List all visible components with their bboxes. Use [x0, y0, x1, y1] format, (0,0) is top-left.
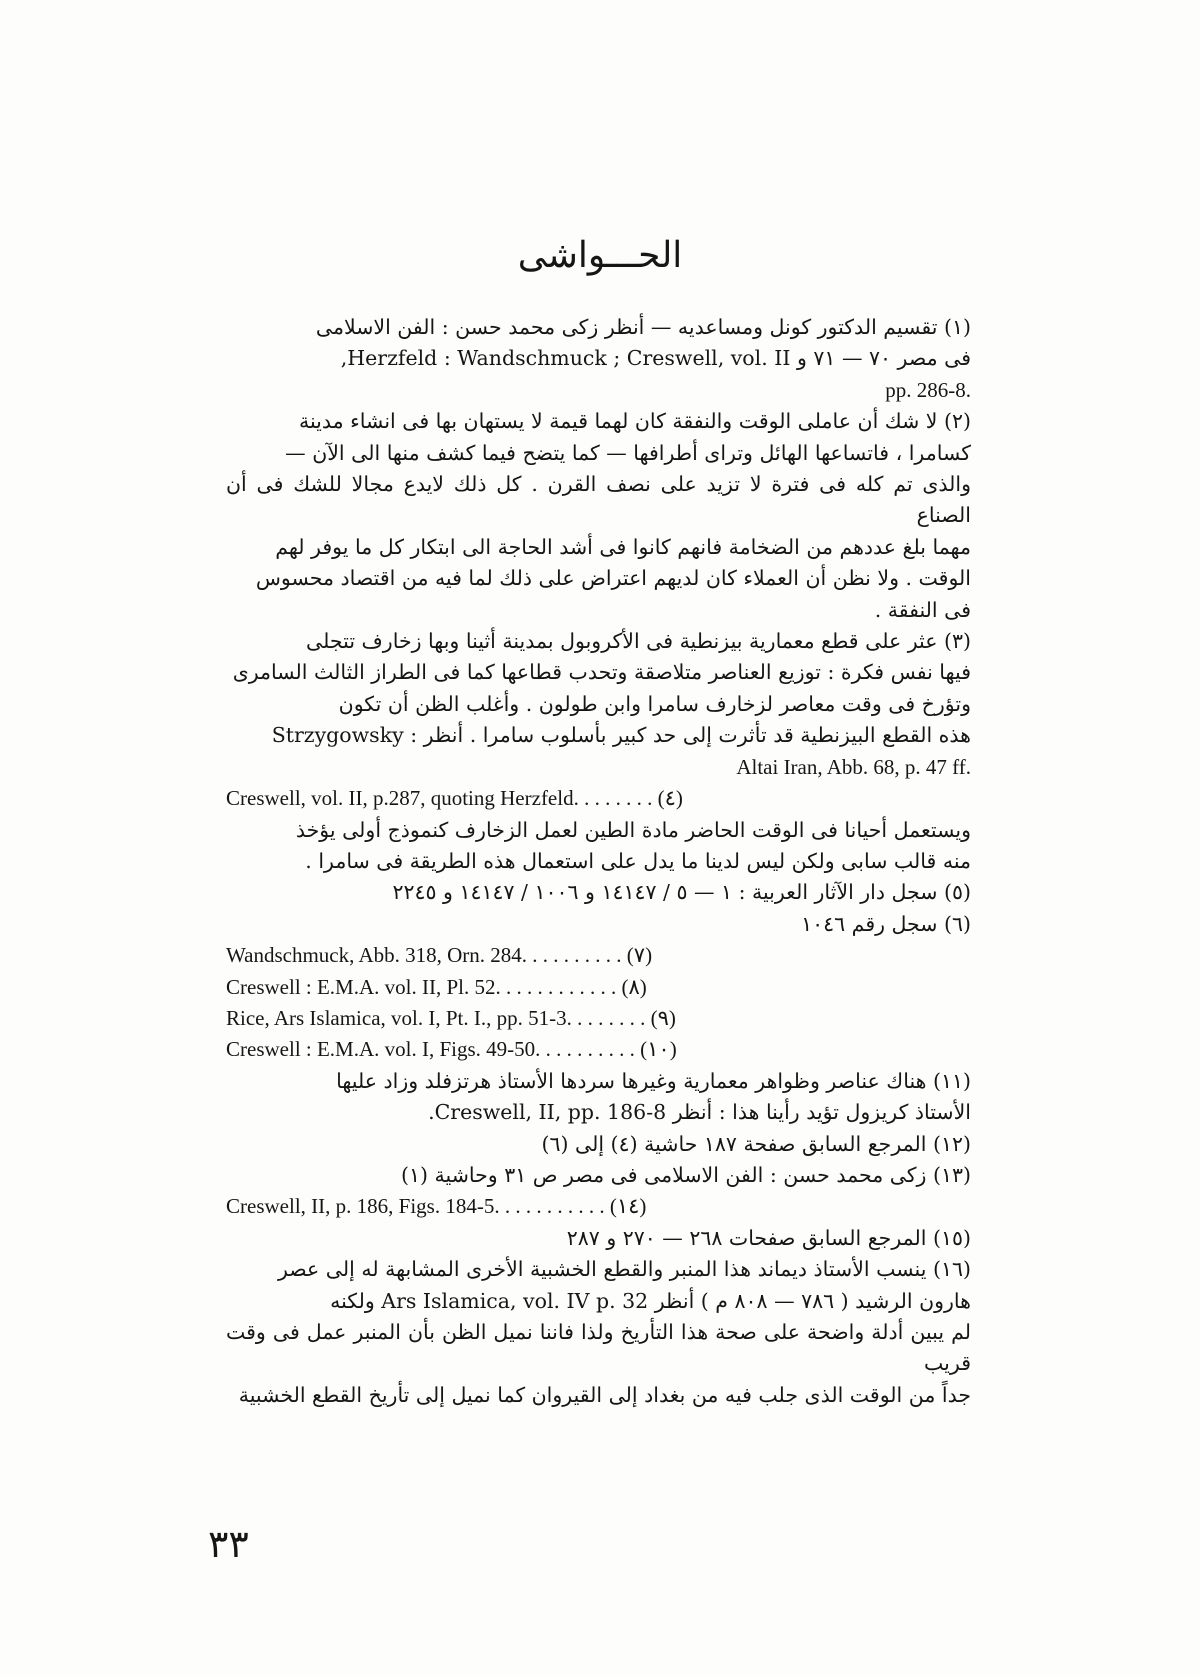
page-number: ٣٣ — [208, 1522, 249, 1566]
footnote-line: (١١) هناك عناصر وظواهر معمارية وغيرها سردها الأستاذ هرتزفلد وزاد عليها — [336, 1068, 971, 1093]
footnote-n11 — [226, 1066, 971, 1129]
footnote-line: Creswell : E.M.A. vol. II, Pl. 52. . . . . . . . . . . . (٨) — [226, 974, 647, 999]
footnote-line: فيها نفس فكرة : توزيع العناصر متلاصقة وتحدب قطاعها كما فى الطراز الثالث السامرى — [232, 660, 971, 685]
footnote-line: (٢) لا شك أن عاملى الوقت والنفقة كان لهما قيمة لا يستهان بها فى انشاء مدينة — [299, 409, 971, 434]
footnote-n15 — [226, 1223, 971, 1254]
footnote-line: (١٥) المرجع السابق صفحات ٢٦٨ — ٢٧٠ و ٢٨٧ — [566, 1225, 971, 1250]
footnote-n6 — [226, 909, 971, 940]
footnote-line: مهما بلغ عددهم من الضخامة فانهم كانوا فى أشد الحاجة الى ابتكار كل ما يوفر لهم — [275, 534, 971, 559]
footnote-line: (٦) سجل رقم ١٠٤٦ — [801, 911, 971, 936]
footnote-line: (١٢) المرجع السابق صفحة ١٨٧ حاشية (٤) إلى (٦) — [541, 1131, 971, 1156]
footnote-line: الأستاذ كريزول تؤيد رأينا هذا : أنظر Creswell, II, pp. 186-8. — [428, 1100, 971, 1125]
footnote-n7 — [226, 940, 971, 971]
footnote-line: (٥) سجل دار الآثار العربية : ١ — ٥ / ١٤١٤٧ و ١٠٠٦ / ١٤١٤٧ و ٢٢٤٥ — [392, 880, 971, 905]
footnote-line: Wandschmuck, Abb. 318, Orn. 284. . . . . . . . . . (٧) — [226, 943, 653, 968]
footnote-n14 — [226, 1191, 971, 1222]
footnote-n4 — [226, 783, 971, 877]
footnote-line: فى مصر ٧٠ — ٧١ و Herzfeld : Wandschmuck ; Creswell, vol. II, — [340, 346, 971, 371]
footnote-line: Creswell, II, p. 186, Figs. 184-5. . . . . . . . . . . (١٤) — [226, 1194, 647, 1219]
footnote-line: هذه القطع البيزنطية قد تأثرت إلى حد كبير بأسلوب سامرا . أنظر : Strzygowsky — [271, 723, 971, 748]
footnote-line: والذى تم كله فى فترة لا تزيد على نصف القرن . كل ذلك لايدع مجالا للشك فى أن الصناع — [226, 472, 971, 528]
footnote-line: هارون الرشيد ( ٧٨٦ — ٨٠٨ م ) أنظر Ars Islamica, vol. IV p. 32 ولكنه — [330, 1288, 971, 1313]
footnote-line: لم يبين أدلة واضحة على صحة هذا التأريخ ولذا فاننا نميل الظن بأن المنبر عمل فى وقت قريب — [226, 1320, 971, 1376]
footnote-line: وتؤرخ فى وقت معاصر لزخارف سامرا وابن طولون . وأغلب الظن أن تكون — [338, 691, 971, 716]
footnote-line: Creswell : E.M.A. vol. I, Figs. 49-50. . . . . . . . . . (١٠) — [226, 1037, 677, 1062]
footnotes — [226, 312, 971, 1411]
footnote-line: Creswell, vol. II, p.287, quoting Herzfeld. . . . . . . . (٤) — [226, 786, 683, 811]
footnote-line: جداً من الوقت الذى جلب فيه من بغداد إلى القيروان كما نميل إلى تأريخ القطع الخشبية — [238, 1382, 971, 1407]
footnote-line: (١) تقسيم الدكتور كونل ومساعديه — أنظر زكى محمد حسن : الفن الاسلامى — [315, 315, 971, 339]
footnote-line: منه قالب سابى ولكن ليس لدينا ما يدل على استعمال هذه الطريقة فى سامرا . — [305, 848, 971, 873]
footnote-line: (٣) عثر على قطع معمارية بيزنطية فى الأكروبول بمدينة أثينا وبها زخارف تتجلى — [306, 629, 971, 654]
footnote-n1 — [226, 312, 971, 406]
footnote-line: ويستعمل أحيانا فى الوقت الحاضر مادة الطين لعمل الزخارف كنموذج أولى يؤخذ — [295, 817, 971, 842]
footnote-n9 — [226, 1003, 971, 1034]
footnote-line: الوقت . ولا نظن أن العملاء كان لديهم اعتراض على ذلك لما فيه من اقتصاد محسوس — [255, 566, 971, 591]
footnote-line: pp. 286-8. — [885, 377, 971, 402]
footnote-n3 — [226, 626, 971, 783]
footnote-n12 — [226, 1129, 971, 1160]
footnote-line: (١٣) زكى محمد حسن : الفن الاسلامى فى مصر ص ٣١ وحاشية (١) — [400, 1162, 971, 1187]
footnote-n16 — [226, 1254, 971, 1411]
footnote-line: (١٦) ينسب الأستاذ ديماند هذا المنبر والقطع الخشبية الأخرى المشابهة له إلى عصر — [277, 1257, 971, 1282]
footnote-line: فى النفقة . — [874, 597, 971, 622]
footnote-line: كسامرا ، فاتساعها الهائل وتراى أطرافها — كما يتضح فيما كشف منها الى الآن — — [285, 440, 971, 465]
page-title: الحـــواشى — [517, 235, 683, 276]
footnote-line: Altai Iran, Abb. 68, p. 47 ff. — [736, 754, 971, 779]
footnote-n2 — [226, 406, 971, 626]
footnote-n13 — [226, 1160, 971, 1191]
footnote-n8 — [226, 972, 971, 1003]
footnote-line: Rice, Ars Islamica, vol. I, Pt. I., pp. 51-3. . . . . . . . (٩) — [226, 1005, 676, 1030]
footnote-n5 — [226, 877, 971, 908]
footnote-n10 — [226, 1034, 971, 1065]
